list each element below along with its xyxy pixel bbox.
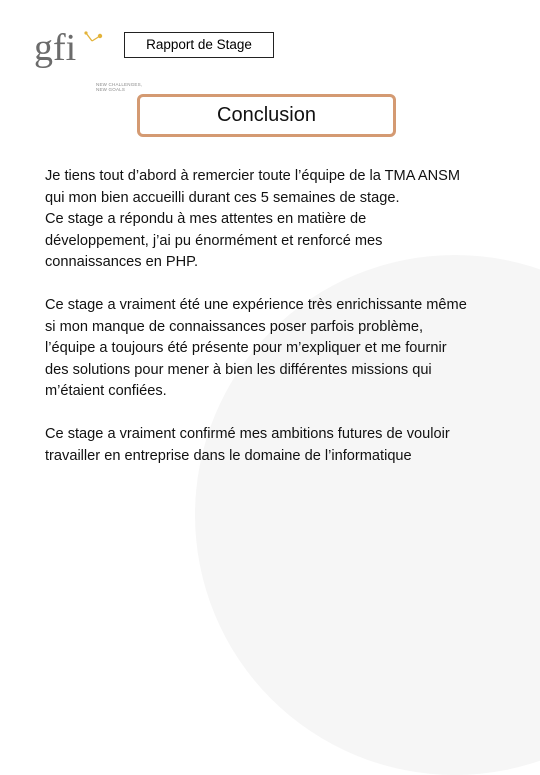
text-line: développement, j’ai pu énormément et renforcé mes xyxy=(45,232,383,249)
logo-wordmark: gfi xyxy=(34,27,77,69)
logo-tagline: NEW CHALLENGES, NEW GOALS xyxy=(96,82,143,92)
report-title: Rapport de Stage xyxy=(146,37,252,52)
text-line: connaissances en PHP. xyxy=(45,254,199,270)
paragraph xyxy=(45,295,527,403)
text-line: Ce stage a vraiment été une expérience très enrichissante même xyxy=(45,297,467,313)
text-line: si mon manque de connaissances poser parfois problème, xyxy=(45,318,424,335)
text-line: Ce stage a répondu à mes attentes en matière de xyxy=(45,211,367,227)
paragraph xyxy=(45,424,527,467)
text-line: Ce stage a vraiment confirmé mes ambitions futures de vouloir xyxy=(45,426,450,442)
section-title-box xyxy=(137,94,396,137)
text-line: l’équipe a toujours été présente pour m’expliquer et me fournir xyxy=(45,340,447,356)
text-line: m’étaient confiées. xyxy=(45,383,167,399)
paragraph xyxy=(45,166,527,274)
text-line: qui mon bien accueilli durant ces 5 semaines de stage. xyxy=(45,189,400,206)
report-title-box xyxy=(124,32,274,58)
conclusion-body xyxy=(45,166,527,467)
text-line: travailler en entreprise dans le domaine de l’informatique xyxy=(45,447,412,464)
text-line: Je tiens tout d’abord à remercier toute l’équipe de la TMA ANSM xyxy=(45,168,461,184)
text-line: des solutions pour mener à bien les différentes missions qui xyxy=(45,361,432,378)
section-title: Conclusion xyxy=(217,104,316,126)
